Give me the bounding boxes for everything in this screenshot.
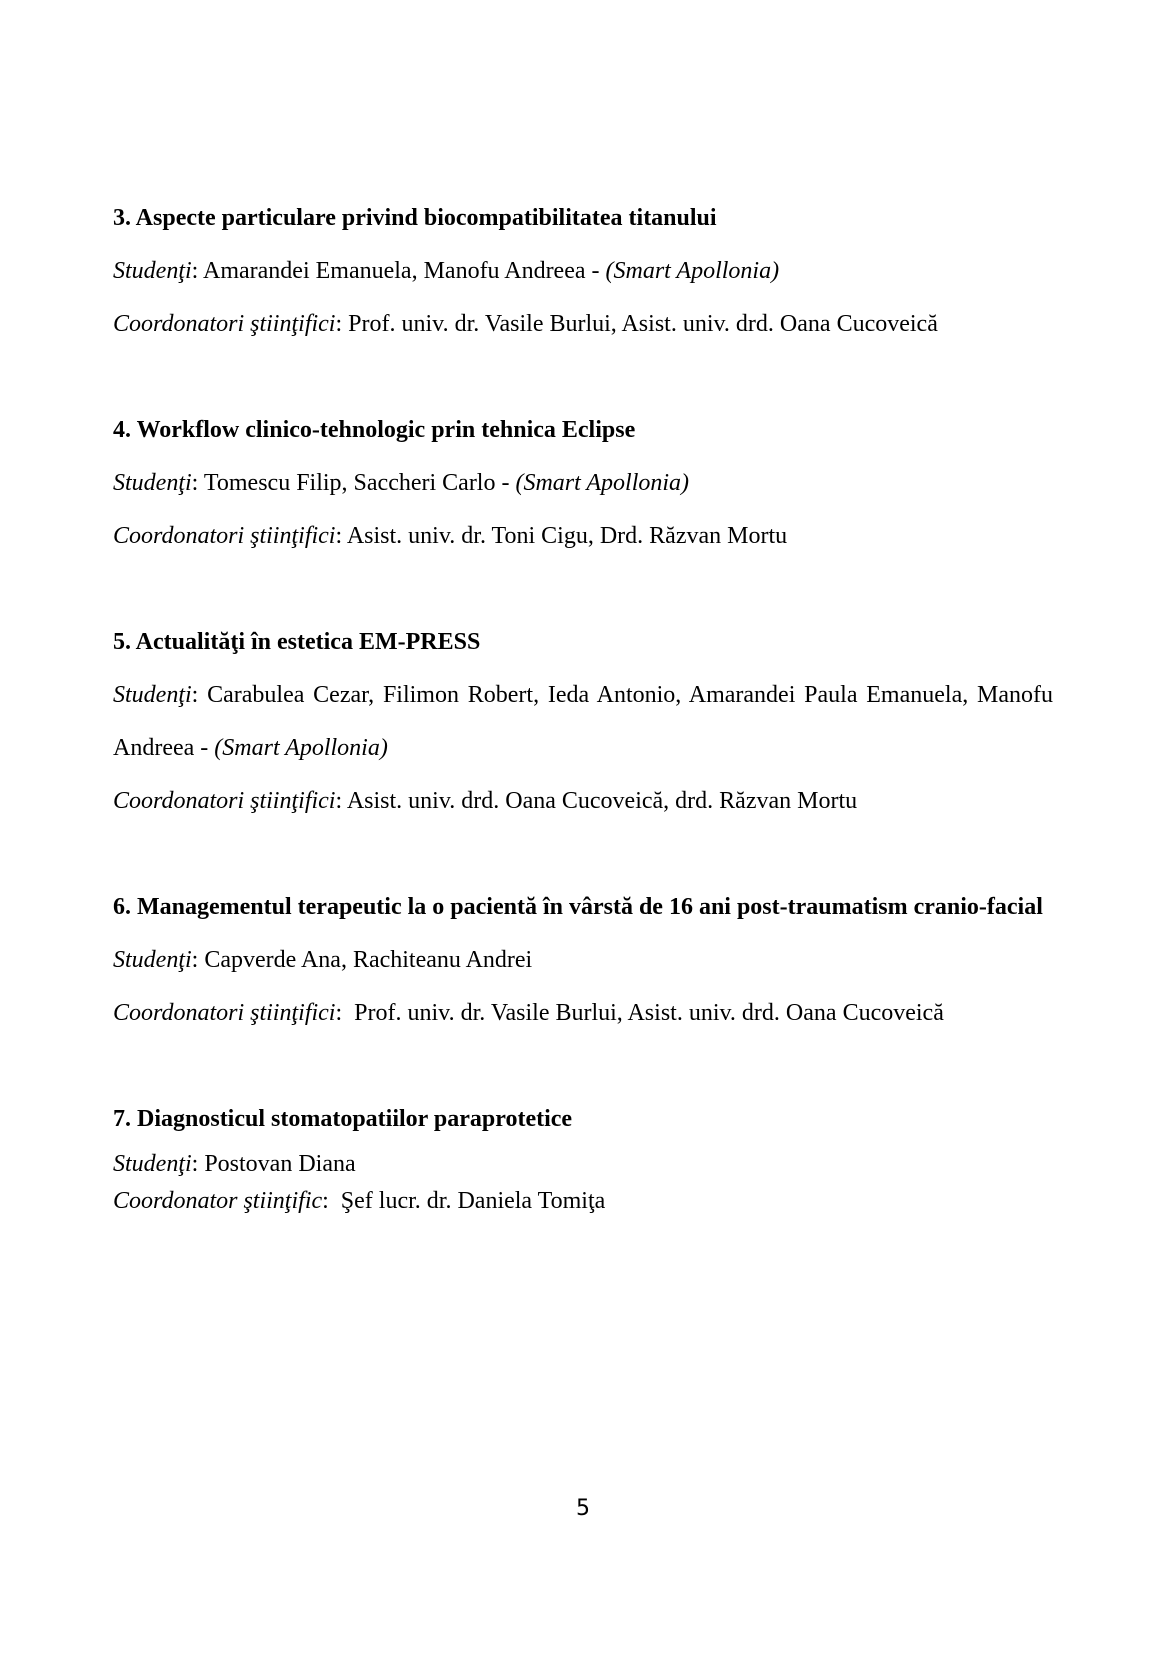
- students-line: [113, 934, 1053, 987]
- students-names: : Postovan Diana: [191, 1151, 356, 1177]
- coordinators-line: [113, 298, 1053, 351]
- entry-title: 3. Aspecte particulare privind biocompatibilitatea titanului: [113, 205, 717, 231]
- coordinators-line: [113, 775, 1053, 828]
- entry-4: [113, 404, 1053, 563]
- page-number: 5: [576, 1496, 590, 1521]
- coordinators-label: Coordonatori ştiinţifici: [113, 311, 336, 337]
- coordinators-names: : Şef lucr. dr. Daniela Tomiţa: [322, 1188, 606, 1214]
- entry-7: [113, 1093, 1053, 1220]
- students-line: [113, 1146, 1053, 1183]
- students-line: [113, 669, 1053, 775]
- coordinators-line: [113, 1183, 1053, 1220]
- coordinators-names: : Asist. univ. dr. Toni Cigu, Drd. Răzvan Mortu: [335, 523, 788, 549]
- students-group: (Smart Apollonia): [605, 258, 780, 284]
- entry-5: [113, 616, 1053, 828]
- students-group: (Smart Apollonia): [214, 735, 388, 761]
- coordinators-line: [113, 510, 1053, 563]
- coordinators-names: : Asist. univ. drd. Oana Cucoveică, drd. Răzvan Mortu: [335, 788, 858, 814]
- students-group: (Smart Apollonia): [515, 470, 690, 496]
- coordinators-label: Coordonatori ştiinţifici: [113, 523, 336, 549]
- coordinators-label: Coordonatori ştiinţifici: [113, 788, 336, 814]
- students-label: Studenţi: [113, 258, 192, 284]
- students-names: : Tomescu Filip, Saccheri Carlo -: [191, 470, 516, 496]
- students-label: Studenţi: [113, 470, 192, 496]
- coordinators-label: Coordonatori ştiinţifici: [113, 1000, 336, 1026]
- students-label: Studenţi: [113, 682, 192, 708]
- entry-title: 6. Managementul terapeutic la o pacientă în vârstă de 16 ani post-traumatism cranio-facial: [113, 894, 1043, 920]
- coordinators-names: : Prof. univ. dr. Vasile Burlui, Asist. univ. drd. Oana Cucoveică: [335, 311, 938, 337]
- students-label: Studenţi: [113, 947, 192, 973]
- students-names: : Capverde Ana, Rachiteanu Andrei: [191, 947, 533, 973]
- students-names: : Amarandei Emanuela, Manofu Andreea -: [191, 258, 606, 284]
- entry-3: [113, 192, 1053, 351]
- coordinators-label: Coordonator ştiinţific: [113, 1188, 323, 1214]
- students-label: Studenţi: [113, 1151, 192, 1177]
- entry-title: 7. Diagnosticul stomatopatiilor paraprotetice: [113, 1106, 573, 1132]
- coordinators-names: : Prof. univ. dr. Vasile Burlui, Asist. univ. drd. Oana Cucoveică: [335, 1000, 944, 1026]
- students-line: [113, 245, 1053, 298]
- coordinators-line: [113, 987, 1053, 1040]
- entry-title: 4. Workflow clinico-tehnologic prin tehnica Eclipse: [113, 417, 636, 443]
- students-names: : Carabulea Cezar, Filimon Robert, Ieda Antonio, Amarandei Paula Emanuela, Manofu Andreea -: [113, 682, 1053, 761]
- document-content: [113, 192, 1053, 1273]
- entry-title: 5. Actualităţi în estetica EM-PRESS: [113, 629, 481, 655]
- entry-6: [113, 881, 1053, 1040]
- students-line: [113, 457, 1053, 510]
